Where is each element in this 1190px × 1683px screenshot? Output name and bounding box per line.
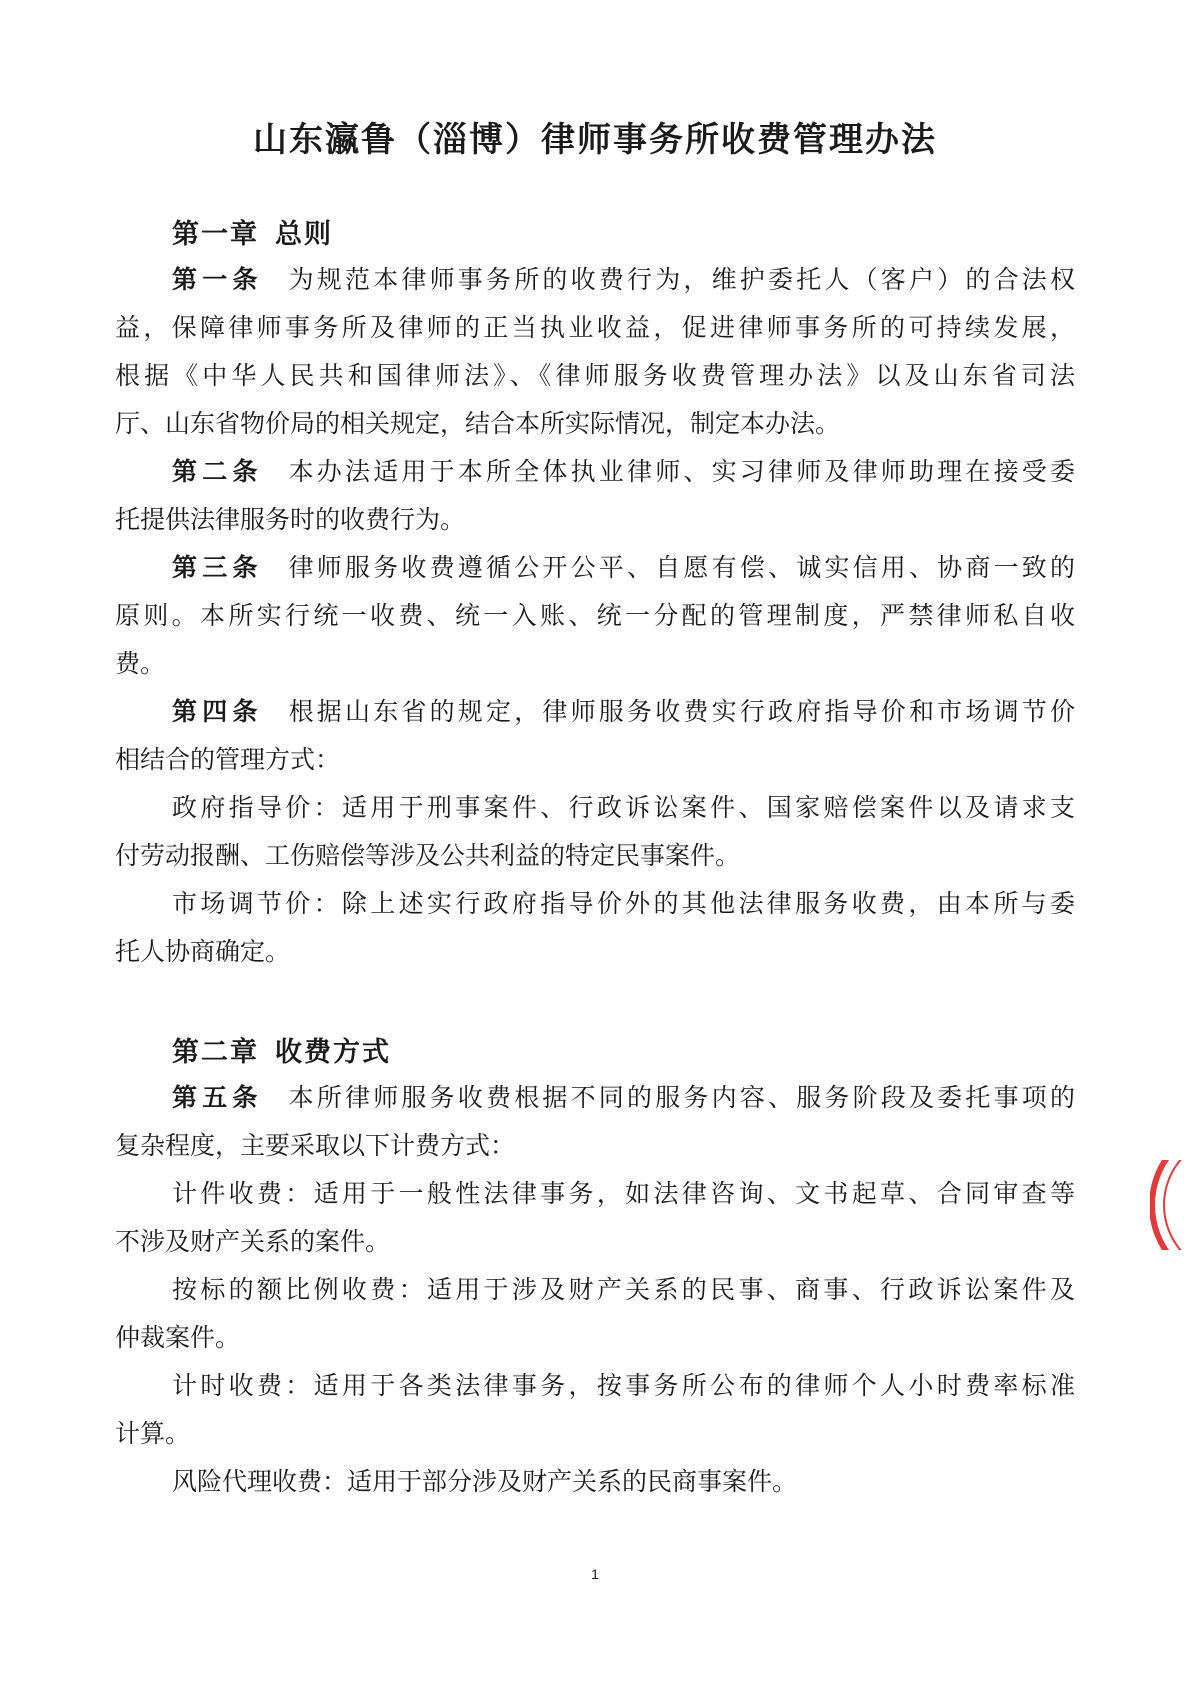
paragraph-text: 风险代理收费：适用于部分涉及财产关系的民商事案件。 bbox=[172, 1467, 798, 1496]
paragraph-text: 按标的额比例收费：适用于涉及财产关系的民事、商事、行政诉讼案件及 bbox=[172, 1275, 1075, 1304]
paragraph-first-line bbox=[172, 1466, 797, 1498]
paragraph-text: 根据山东省的规定，律师服务收费实行政府指导价和市场调节价 bbox=[288, 697, 1075, 726]
paragraph-line bbox=[115, 312, 1075, 344]
paragraph-line bbox=[115, 360, 1075, 392]
paragraph-first-line bbox=[172, 552, 1075, 584]
paragraph-text: 计算。 bbox=[115, 1419, 191, 1448]
paragraph-text: 计时收费：适用于各类法律事务，按事务所公布的律师个人小时费率标准 bbox=[172, 1371, 1075, 1400]
paragraph-text: 费。 bbox=[115, 649, 166, 678]
paragraph-text: 益，保障律师事务所及律师的正当执业收益，促进律师事务所的可持续发展， bbox=[115, 313, 1075, 342]
chapter-title: 总则 bbox=[275, 219, 333, 250]
paragraph-text: 付劳动报酬、工伤赔偿等涉及公共利益的特定民事案件。 bbox=[115, 841, 741, 870]
paragraph-text: 相结合的管理方式： bbox=[115, 745, 341, 774]
paragraph-line bbox=[115, 600, 1075, 632]
paragraph-text: 原则。本所实行统一收费、统一入账、统一分配的管理制度，严禁律师私自收 bbox=[115, 601, 1075, 630]
paragraph-text: 仲裁案件。 bbox=[115, 1323, 241, 1352]
paragraph-text: 律师服务收费遵循公开公平、自愿有偿、诚实信用、协商一致的 bbox=[288, 553, 1075, 582]
paragraph-first-line bbox=[172, 792, 1075, 824]
paragraph-text: 托人协商确定。 bbox=[115, 937, 291, 966]
paragraph-line bbox=[115, 1418, 190, 1450]
paragraph-line bbox=[115, 840, 740, 872]
chapter-heading bbox=[172, 1030, 391, 1069]
paragraph-text: 市场调节价：除上述实行政府指导价外的其他法律服务收费，由本所与委 bbox=[172, 889, 1075, 918]
article-number: 第二条 bbox=[172, 457, 263, 486]
paragraph-line bbox=[115, 744, 340, 776]
paragraph-text: 本所律师服务收费根据不同的服务内容、服务阶段及委托事项的 bbox=[288, 1083, 1075, 1112]
paragraph-line bbox=[115, 408, 840, 440]
paragraph-first-line bbox=[172, 888, 1075, 920]
paragraph-text: 本办法适用于本所全体执业律师、实习律师及律师助理在接受委 bbox=[288, 457, 1075, 486]
article-number: 第四条 bbox=[172, 697, 263, 726]
paragraph-line bbox=[115, 1322, 240, 1354]
paragraph-line bbox=[115, 1226, 390, 1258]
paragraph-line bbox=[115, 1130, 515, 1162]
paragraph-first-line bbox=[172, 1178, 1075, 1210]
paragraph-text: 复杂程度，主要采取以下计费方式： bbox=[115, 1131, 516, 1160]
paragraph-first-line bbox=[172, 1274, 1075, 1306]
paragraph-first-line bbox=[172, 456, 1075, 488]
paragraph-first-line bbox=[172, 696, 1075, 728]
document-title: 山东瀛鲁（淄博）律师事务所收费管理办法 bbox=[253, 120, 937, 160]
paragraph-line bbox=[115, 936, 290, 968]
paragraph-line bbox=[115, 504, 465, 536]
chapter-number: 第二章 bbox=[172, 1037, 259, 1068]
paragraph-text: 政府指导价：适用于刑事案件、行政诉讼案件、国家赔偿案件以及请求支 bbox=[172, 793, 1075, 822]
paragraph-first-line bbox=[172, 264, 1075, 296]
paragraph-text: 根据《中华人民共和国律师法》、《律师服务收费管理办法》以及山东省司法 bbox=[115, 361, 1075, 390]
article-number: 第三条 bbox=[172, 553, 263, 582]
chapter-number: 第一章 bbox=[172, 219, 259, 250]
paragraph-text: 计件收费：适用于一般性法律事务，如法律咨询、文书起草、合同审查等 bbox=[172, 1179, 1075, 1208]
paragraph-first-line bbox=[172, 1082, 1075, 1114]
paragraph-first-line bbox=[172, 1370, 1075, 1402]
paragraph-text: 托提供法律服务时的收费行为。 bbox=[115, 505, 466, 534]
page-number: 1 bbox=[591, 1566, 599, 1582]
article-number: 第五条 bbox=[172, 1083, 263, 1112]
official-seal bbox=[1150, 1160, 1190, 1250]
paragraph-line bbox=[115, 648, 165, 680]
paragraph-text: 为规范本律师事务所的收费行为，维护委托人（客户）的合法权 bbox=[288, 265, 1075, 294]
chapter-title: 收费方式 bbox=[275, 1037, 391, 1068]
chapter-heading bbox=[172, 212, 333, 251]
article-number: 第一条 bbox=[172, 265, 263, 294]
paragraph-text: 厅、山东省物价局的相关规定，结合本所实际情况，制定本办法。 bbox=[115, 409, 841, 438]
paragraph-text: 不涉及财产关系的案件。 bbox=[115, 1227, 391, 1256]
